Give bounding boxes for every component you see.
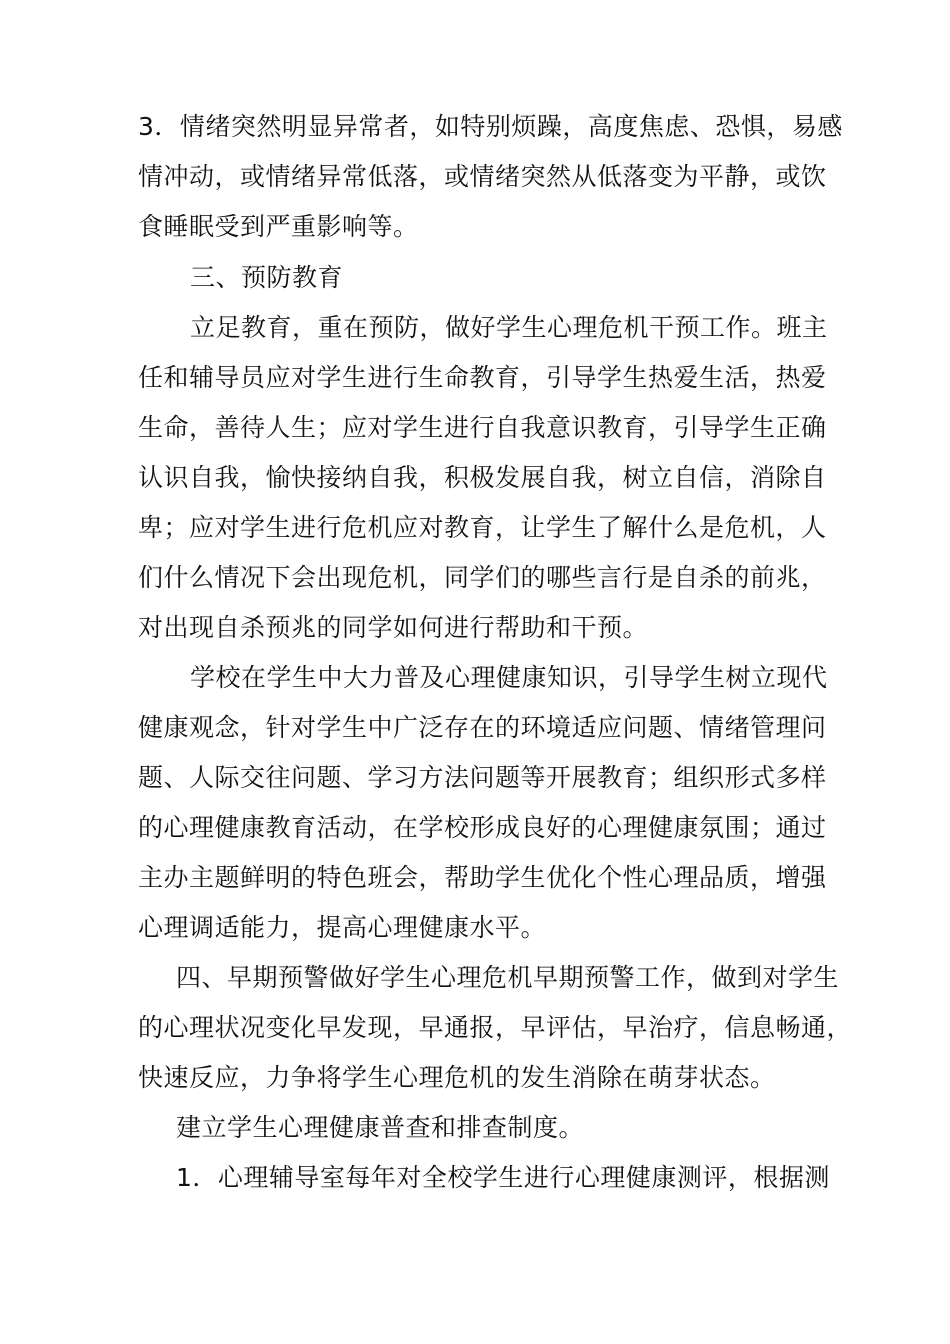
text-line: 建立学生心理健康普查和排查制度。 <box>176 1113 585 1142</box>
section-heading: 三、预防教育 <box>190 263 344 292</box>
text-line: 3．情绪突然明显异常者，如特别烦躁，高度焦虑、恐惧，易感 <box>138 112 843 141</box>
section-heading: 四、早期预警做好学生心理危机早期预警工作，做到对学生 <box>176 963 840 992</box>
text-line: 对出现自杀预兆的同学如何进行帮助和干预。 <box>138 613 649 642</box>
text-line: 健康观念，针对学生中广泛存在的环境适应问题、情绪管理问 <box>138 713 827 742</box>
text-line: 学校在学生中大力普及心理健康知识，引导学生树立现代 <box>190 663 828 692</box>
text-line: 认识自我，愉快接纳自我，积极发展自我，树立自信，消除自 <box>138 463 827 492</box>
text-line: 卑；应对学生进行危机应对教育，让学生了解什么是危机，人 <box>138 513 827 542</box>
text-line: 的心理健康教育活动，在学校形成良好的心理健康氛围；通过 <box>138 813 827 842</box>
text-line: 食睡眠受到严重影响等。 <box>138 212 419 241</box>
text-line: 快速反应，力争将学生心理危机的发生消除在萌芽状态。 <box>138 1063 776 1092</box>
text-line: 心理调适能力，提高心理健康水平。 <box>138 913 547 942</box>
text-line: 题、人际交往问题、学习方法问题等开展教育；组织形式多样 <box>138 763 827 792</box>
text-line: 情冲动，或情绪异常低落，或情绪突然从低落变为平静，或饮 <box>138 162 827 191</box>
text-line: 们什么情况下会出现危机，同学们的哪些言行是自杀的前兆， <box>138 563 827 592</box>
text-line: 生命，善待人生；应对学生进行自我意识教育，引导学生正确 <box>138 413 827 442</box>
text-line: 的心理状况变化早发现，早通报，早评估，早治疗，信息畅通， <box>138 1013 853 1042</box>
text-line: 主办主题鲜明的特色班会，帮助学生优化个性心理品质，增强 <box>138 863 827 892</box>
text-line: 1．心理辅导室每年对全校学生进行心理健康测评，根据测 <box>176 1163 830 1192</box>
text-line: 任和辅导员应对学生进行生命教育，引导学生热爱生活，热爱 <box>138 363 827 392</box>
text-line: 立足教育，重在预防，做好学生心理危机干预工作。班主 <box>190 313 828 342</box>
